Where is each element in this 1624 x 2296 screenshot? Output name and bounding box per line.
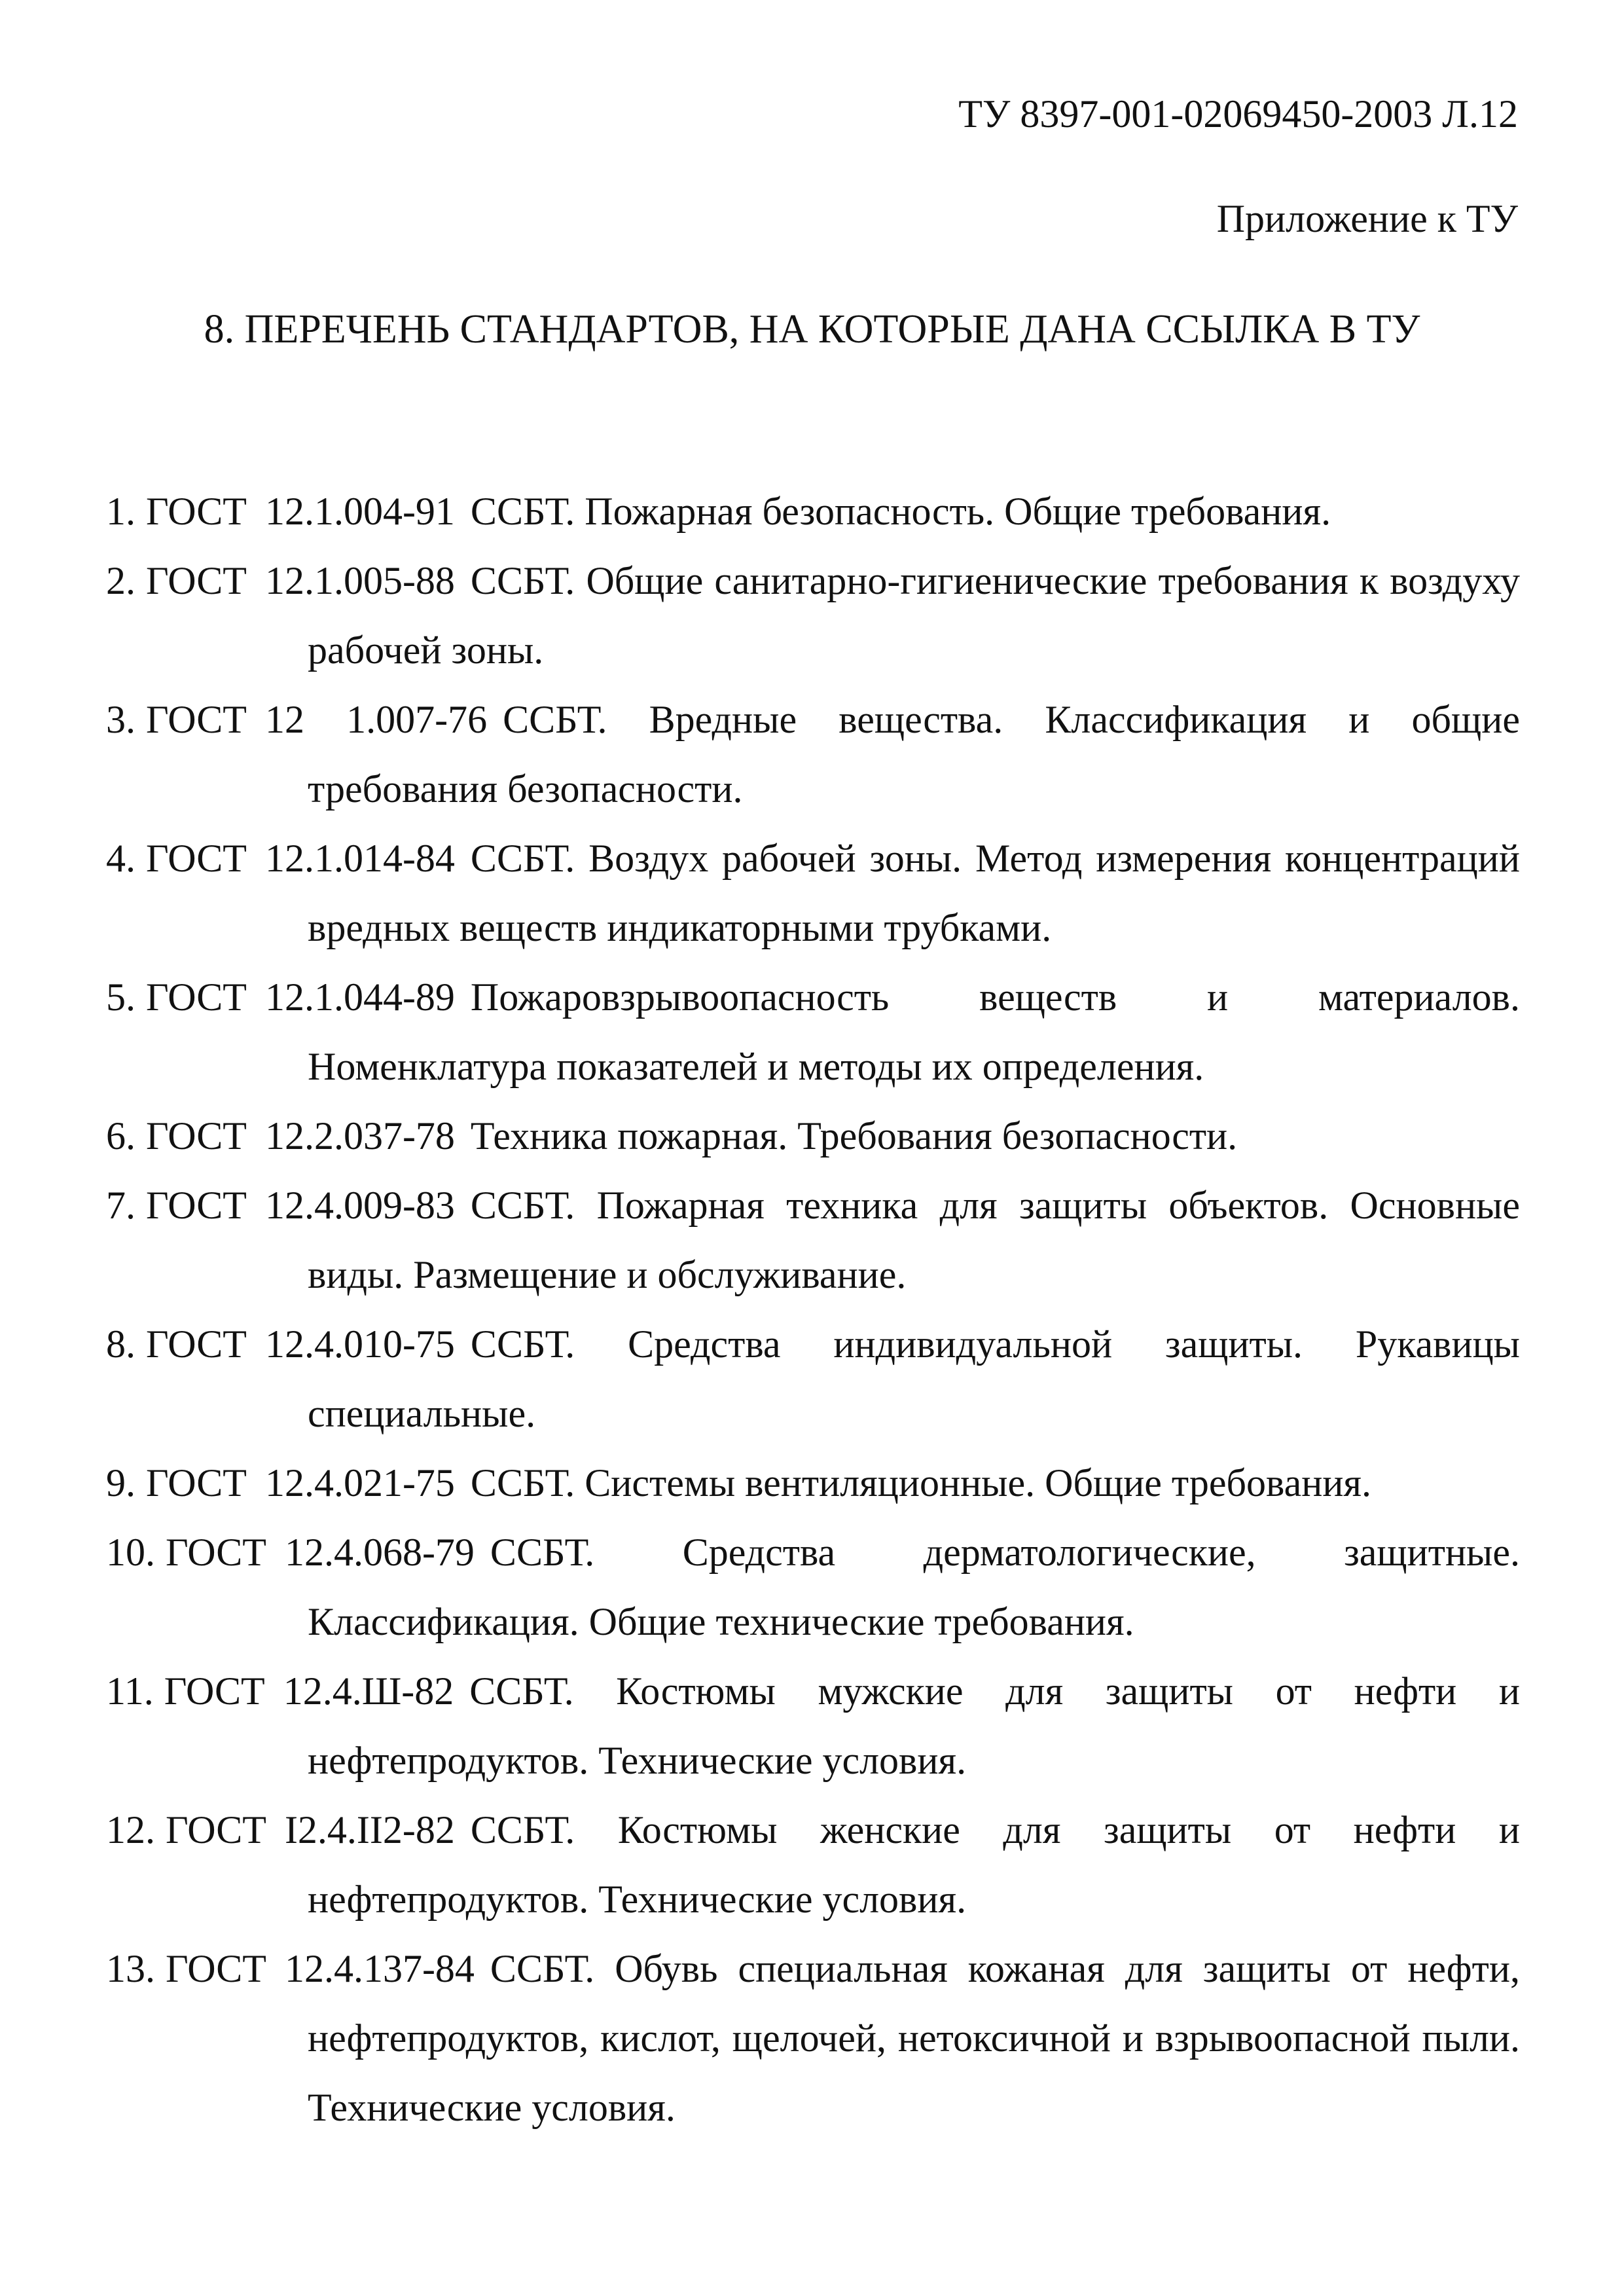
section-title: 8. ПЕРЕЧЕНЬ СТАНДАРТОВ, НА КОТОРЫЕ ДАНА ССЫЛКА В ТУ [204,307,1420,352]
standard-code: 12.1.005-88 [264,559,455,602]
item-number: 2. [106,559,135,602]
document-reference: ТУ 8397-001-02069450-2003 Л.12 [958,92,1518,136]
standard-title: ССБТ. Обувь специальная кожаная для защиты от нефти, нефтепродуктов, кислот, щелочей, нетоксичной и взрывоопасной пыли. Технические условия. [308,1947,1520,2129]
standard-prefix: ГОСТ [146,1461,247,1504]
standards-list [106,477,1520,2142]
standard-prefix: ГОСТ [166,1531,266,1574]
list-item [106,1101,1520,1171]
item-number: 13. [106,1947,155,1990]
standard-title: Пожаровзрывоопасность веществ и материалов. Номенклатура показателей и методы их определения. [308,975,1520,1088]
list-item [106,824,1520,962]
standard-title: ССБТ. Общие санитарно-гигиенические требования к воздуху рабочей зоны. [308,559,1520,672]
appendix-label: Приложение к ТУ [1216,197,1518,240]
item-number: 1. [106,490,135,533]
item-number: 5. [106,975,135,1019]
standard-prefix: ГОСТ [146,1184,247,1227]
standard-code: 12 1.007-76 [264,698,488,741]
standard-prefix: ГОСТ [164,1669,265,1713]
standard-prefix: ГОСТ [166,1947,266,1990]
list-item [106,1518,1520,1656]
item-number: 3. [106,698,135,741]
standard-prefix: ГОСТ [146,975,247,1019]
list-item [106,477,1520,546]
standard-title: ССБТ. Пожарная безопасность. Общие требования. [470,490,1331,533]
standard-code: 12.4.Ш-82 [283,1669,454,1713]
item-number: 6. [106,1114,135,1157]
standard-prefix: ГОСТ [166,1808,266,1851]
standard-code: I2.4.II2-82 [284,1808,455,1851]
standard-code: 12.4.010-75 [264,1322,455,1366]
standard-title: ССБТ. Вредные вещества. Классификация и общие требования безопасности. [308,698,1520,811]
list-item [106,1171,1520,1309]
standard-title: ССБТ. Средства дерматологические, защитные. Классификация. Общие технические требования. [308,1531,1520,1643]
standard-title: ССБТ. Костюмы мужские для защиты от нефти и нефтепродуктов. Технические условия. [308,1669,1520,1782]
item-number: 7. [106,1184,135,1227]
standard-prefix: ГОСТ [146,559,247,602]
list-item [106,962,1520,1101]
standard-prefix: ГОСТ [146,837,247,880]
list-item [106,1448,1520,1518]
standard-prefix: ГОСТ [146,698,247,741]
standard-title: ССБТ. Костюмы женские для защиты от нефти и нефтепродуктов. Технические условия. [308,1808,1520,1921]
standard-code: 12.1.004-91 [264,490,455,533]
standard-code: 12.4.137-84 [284,1947,475,1990]
standard-title: Техника пожарная. Требования безопасности. [470,1114,1238,1157]
standard-code: 12.1.044-89 [264,975,455,1019]
list-item [106,1656,1520,1795]
standard-title: ССБТ. Воздух рабочей зоны. Метод измерения концентраций вредных веществ индикаторными трубками. [308,837,1520,949]
standard-code: 12.4.009-83 [264,1184,455,1227]
list-item [106,546,1520,685]
list-item [106,685,1520,824]
list-item [106,1934,1520,2142]
item-number: 10. [106,1531,155,1574]
standard-code: 12.2.037-78 [264,1114,455,1157]
standard-title: ССБТ. Системы вентиляционные. Общие требования. [470,1461,1372,1504]
item-number: 11. [106,1669,154,1713]
list-item [106,1309,1520,1448]
item-number: 8. [106,1322,135,1366]
standard-title: ССБТ. Пожарная техника для защиты объектов. Основные виды. Размещение и обслуживание. [308,1184,1520,1296]
item-number: 12. [106,1808,155,1851]
standard-title: ССБТ. Средства индивидуальной защиты. Рукавицы специальные. [308,1322,1520,1435]
standard-code: 12.1.014-84 [264,837,455,880]
standard-code: 12.4.021-75 [264,1461,455,1504]
standard-prefix: ГОСТ [146,490,247,533]
item-number: 9. [106,1461,135,1504]
list-item [106,1795,1520,1934]
standard-prefix: ГОСТ [146,1322,247,1366]
standard-prefix: ГОСТ [146,1114,247,1157]
item-number: 4. [106,837,135,880]
standard-code: 12.4.068-79 [284,1531,475,1574]
